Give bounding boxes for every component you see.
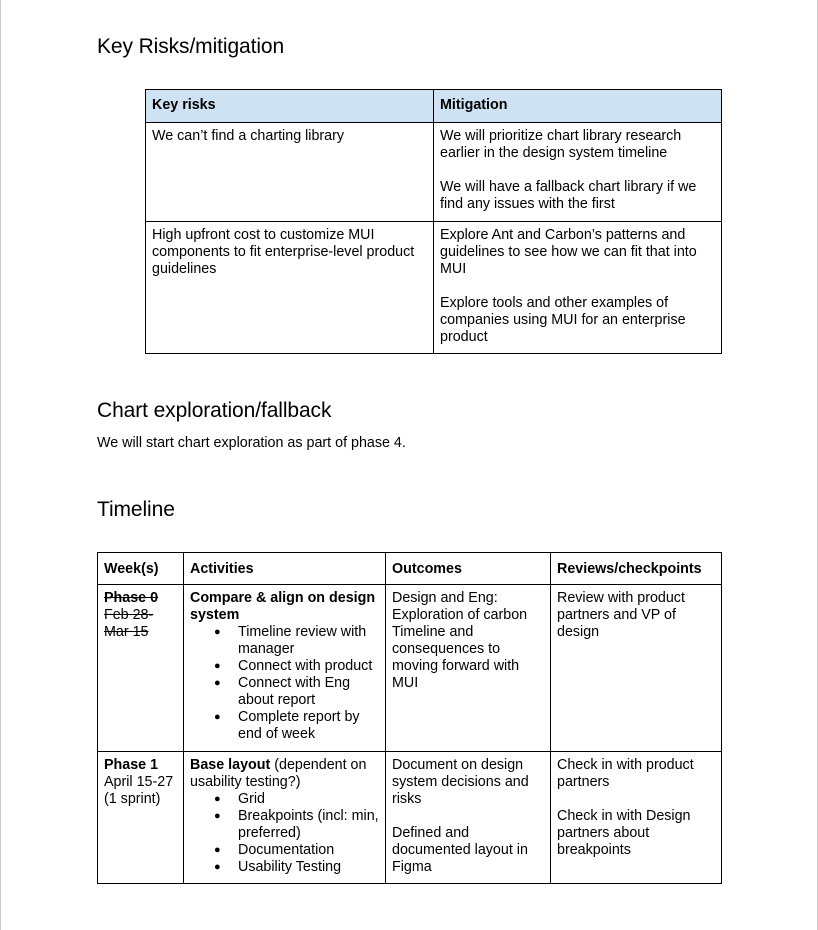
outcome-text: Document on design system decisions and risks xyxy=(392,757,529,807)
table-row xyxy=(146,222,722,354)
week-cell xyxy=(98,752,184,884)
activities-cell xyxy=(184,585,386,752)
reviews-cell xyxy=(551,752,722,884)
mitigation-text: We will prioritize chart library research earlier in the design system timeline xyxy=(440,128,682,161)
outcomes-cell xyxy=(386,752,551,884)
risks-header-row xyxy=(146,90,722,123)
mitigation-cell xyxy=(434,123,722,222)
week-phase: Phase 1 xyxy=(104,757,159,773)
list-item: ● Connect with Eng about report xyxy=(238,675,379,709)
week-phase: Phase 0 xyxy=(104,590,159,606)
activity-title: Compare & align on design system xyxy=(190,590,376,623)
list-item: ● Grid xyxy=(238,791,379,808)
list-item: ● Breakpoints (incl: min, preferred) xyxy=(238,808,379,842)
chart-exploration-heading: Chart exploration/fallback xyxy=(97,399,332,422)
risk-text: We can’t find a charting library xyxy=(152,128,345,144)
outcomes-cell xyxy=(386,585,551,752)
review-text: Review with product partners and VP of design xyxy=(557,590,685,640)
risk-cell xyxy=(146,123,434,222)
activity-title: Base layout xyxy=(190,757,271,773)
col-header-weeks: Week(s) xyxy=(98,553,184,585)
outcome-text: Defined and documented layout in Figma xyxy=(392,825,528,875)
timeline-header-row xyxy=(98,553,722,585)
risk-cell xyxy=(146,222,434,354)
week-dates: April 15-27 xyxy=(104,774,174,790)
col-header-reviews: Reviews/checkpoints xyxy=(551,553,722,585)
timeline-heading: Timeline xyxy=(97,498,175,521)
timeline-table xyxy=(97,552,722,884)
week-sprint: (1 sprint) xyxy=(104,791,161,807)
col-header-key-risks: Key risks xyxy=(146,90,434,123)
risk-text: High upfront cost to customize MUI components to fit enterprise-level product guidelines xyxy=(152,227,415,277)
activity-list xyxy=(190,624,379,743)
list-item: ● Timeline review with manager xyxy=(238,624,379,658)
week-dates: Feb 28-Mar 15 xyxy=(104,607,154,640)
reviews-cell xyxy=(551,585,722,752)
review-text: Check in with product partners xyxy=(557,757,694,790)
list-item: ● Complete report by end of week xyxy=(238,709,379,743)
page-edge-left xyxy=(0,0,1,930)
mitigation-text: We will have a fallback chart library if we find any issues with the first xyxy=(440,179,697,212)
week-cell xyxy=(98,585,184,752)
mitigation-text: Explore tools and other examples of companies using MUI for an enterprise product xyxy=(440,295,686,345)
table-row xyxy=(146,123,722,222)
list-item: ● Connect with product xyxy=(238,658,379,675)
outcome-text: Design and Eng: Exploration of carbon Timeline and consequences to moving forward with MUI xyxy=(392,590,528,691)
list-item: ● Documentation xyxy=(238,842,379,859)
activities-cell xyxy=(184,752,386,884)
col-header-outcomes: Outcomes xyxy=(386,553,551,585)
col-header-mitigation: Mitigation xyxy=(434,90,722,123)
review-text: Check in with Design partners about breakpoints xyxy=(557,808,691,858)
table-row xyxy=(98,585,722,752)
risks-heading: Key Risks/mitigation xyxy=(97,35,285,58)
list-item: ● Usability Testing xyxy=(238,859,379,876)
table-row xyxy=(98,752,722,884)
chart-exploration-text: We will start chart exploration as part of phase 4. xyxy=(97,435,406,451)
col-header-activities: Activities xyxy=(184,553,386,585)
mitigation-text: Explore Ant and Carbon’s patterns and guidelines to see how we can fit that into MUI xyxy=(440,227,697,277)
risks-table xyxy=(145,89,722,354)
activity-list xyxy=(190,791,379,876)
mitigation-cell xyxy=(434,222,722,354)
activity-note: (dependent on usability testing?) xyxy=(190,757,367,790)
